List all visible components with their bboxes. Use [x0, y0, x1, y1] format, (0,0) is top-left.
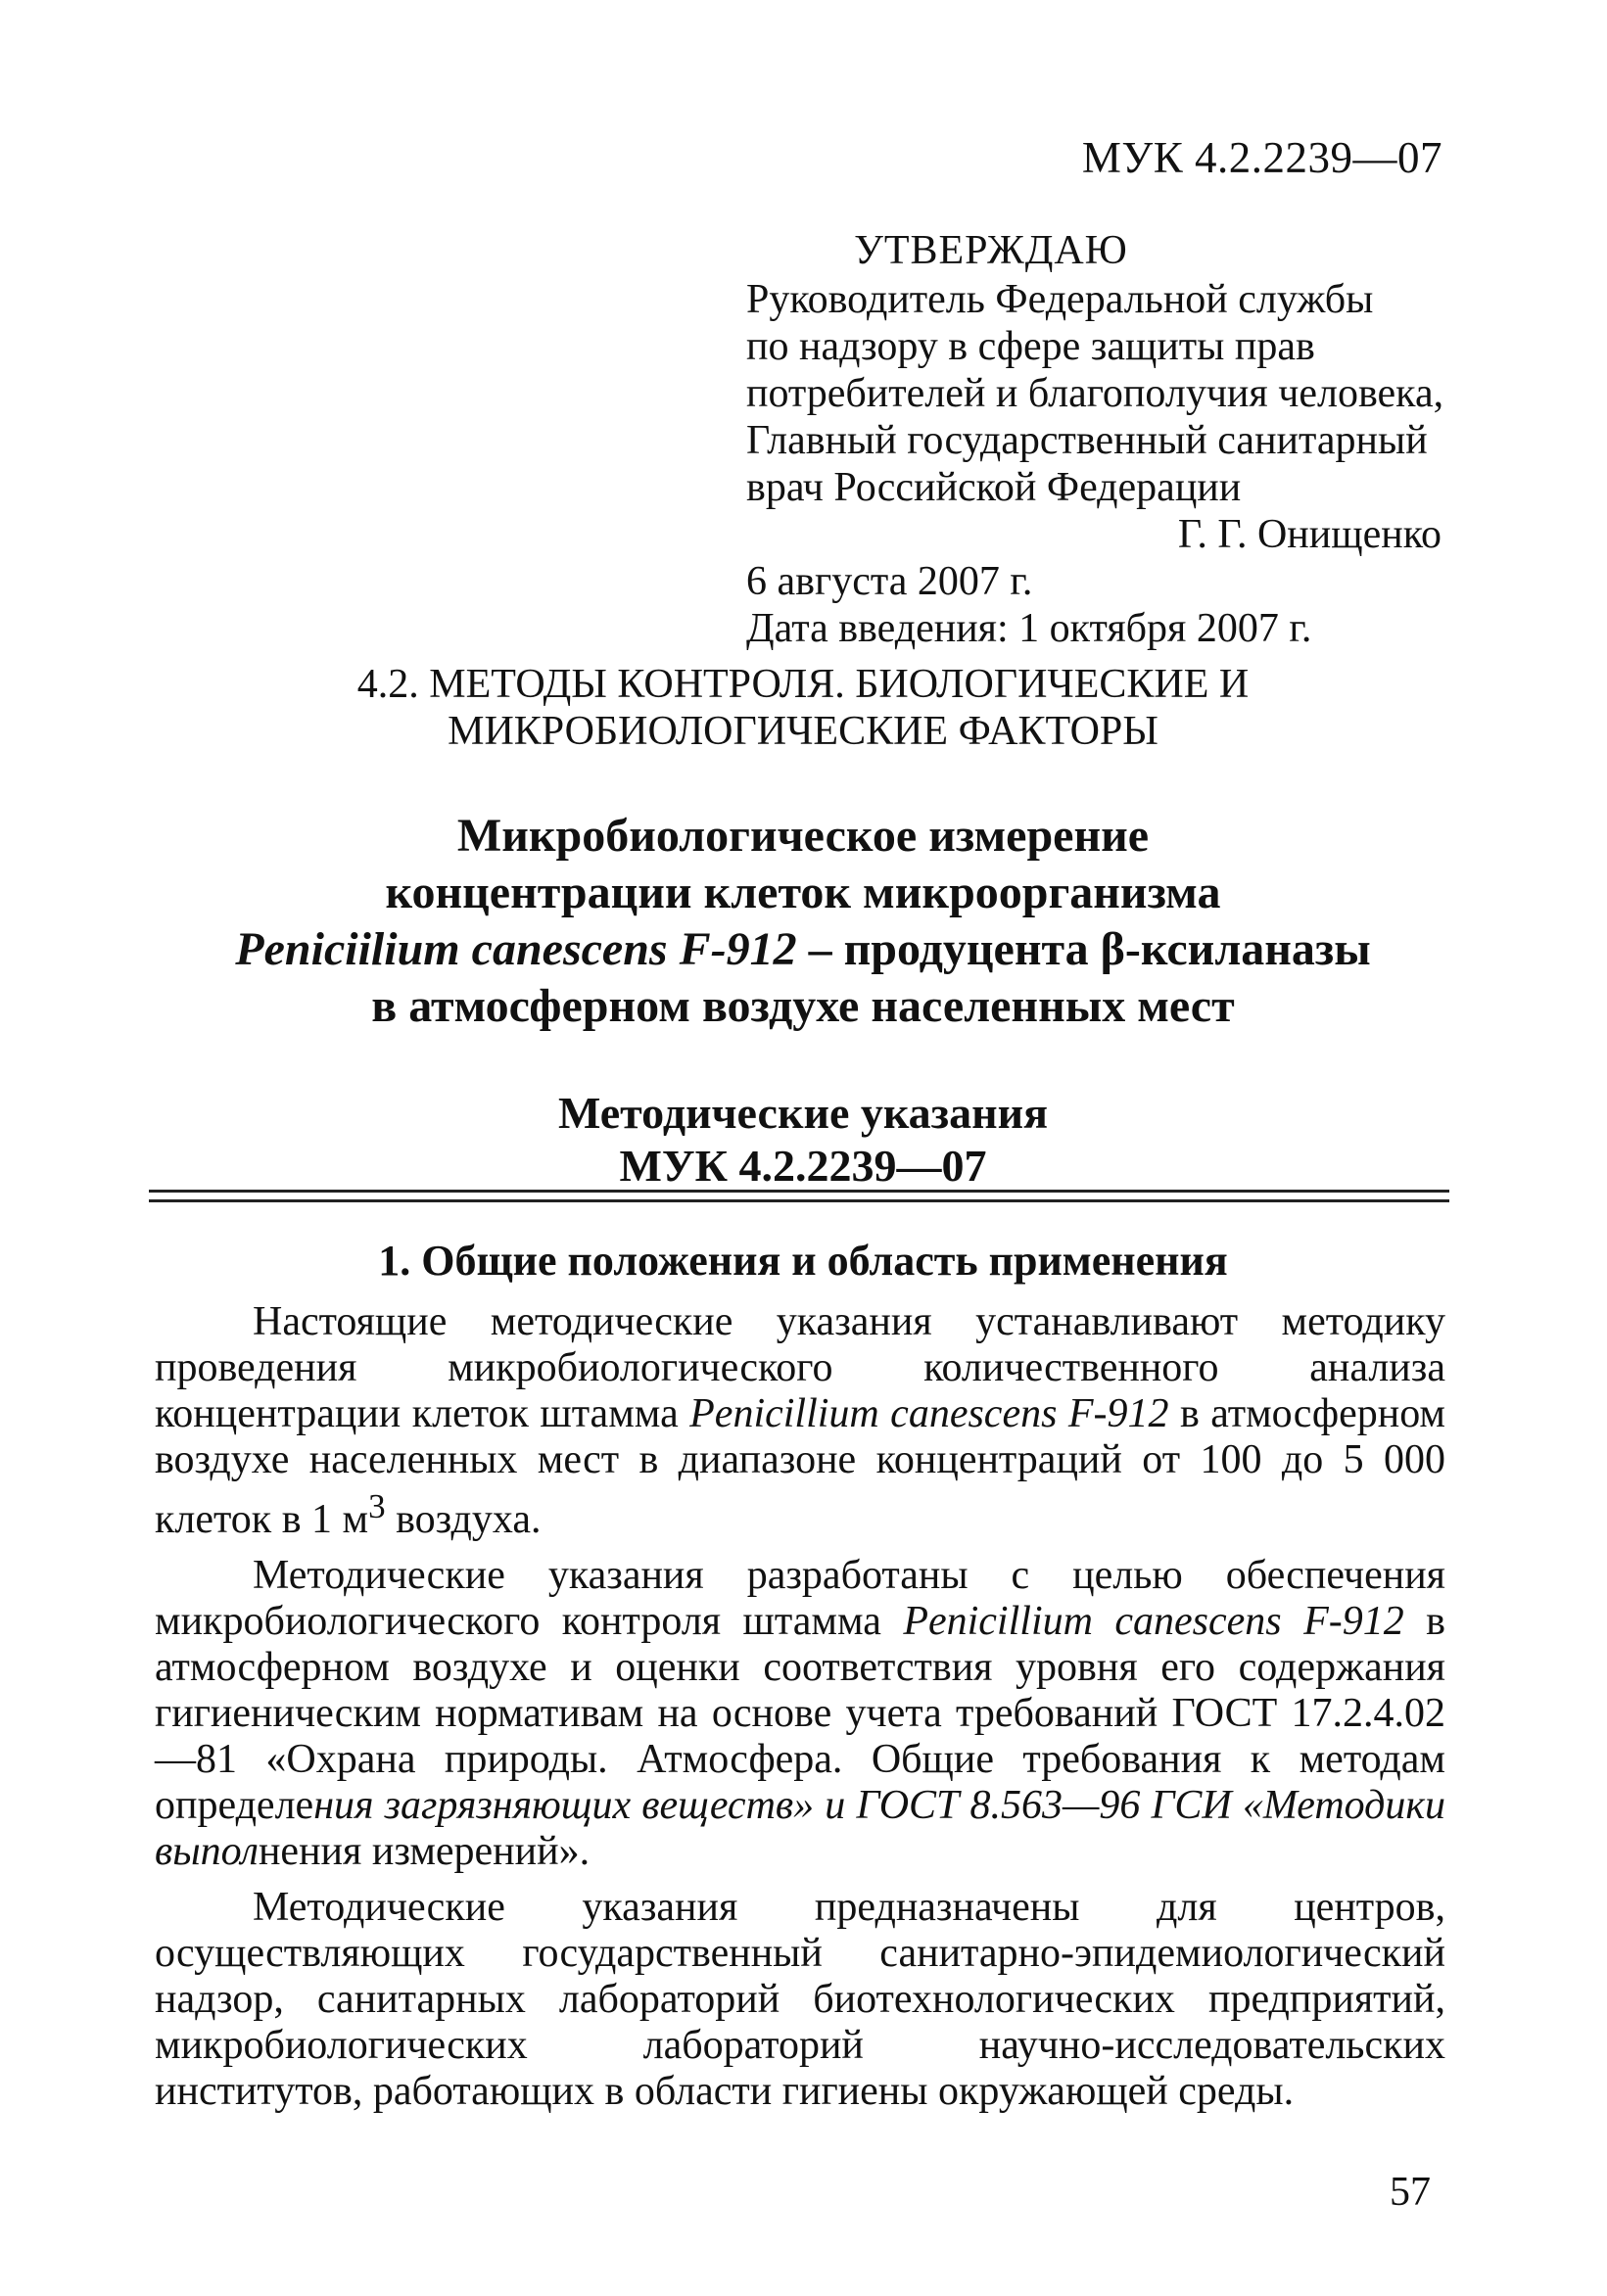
title-line-rest: – продуцента β-ксиланазы	[796, 923, 1371, 975]
title-line	[147, 921, 1459, 978]
paragraph-text: Настоящие методические указания устанавливают методику проведения микробиологического количественного анализа концентрации клеток штамма	[155, 1299, 1445, 1436]
section-heading-line: 4.2. МЕТОДЫ КОНТРОЛЯ. БИОЛОГИЧЕСКИЕ И	[356, 662, 1250, 707]
section-heading-line: МИКРОБИОЛОГИЧЕСКИЕ ФАКТОРЫ	[448, 709, 1158, 754]
paragraph-text: воздуха.	[385, 1497, 542, 1542]
approval-block	[746, 227, 1451, 652]
paragraph-text: в атмосферном воздухе и оценки соответствия уровня его содержания гигиеническим нормативам на основе учета требований ГОСТ 17.2.4.02—81 «Охрана природы. Атмосфера. Общие требования к методам определе	[155, 1599, 1445, 1828]
approval-line: Главный государственный санитарный	[746, 418, 1428, 463]
paragraph	[155, 1299, 1445, 1543]
divider-line	[149, 1199, 1449, 1202]
section-heading	[343, 661, 1263, 755]
section-1-heading: 1. Общие положения и область применения	[378, 1237, 1228, 1285]
approval-signatory: Г. Г. Онищенко	[1177, 512, 1442, 557]
approval-date: 6 августа 2007 г.	[746, 559, 1033, 604]
page-number: 57	[1390, 2170, 1431, 2215]
section-1-body	[155, 1299, 1445, 2125]
title-line: в атмосферном воздухе населенных мест	[371, 980, 1235, 1032]
approval-line: потребителей и благополучия человека,	[746, 371, 1444, 416]
document-code-header: МУК 4.2.2239—07	[1081, 133, 1442, 182]
approval-line: Руководитель Федеральной службы	[746, 277, 1374, 322]
title-species-name: Peniciilium canescens F-912	[235, 923, 797, 975]
document-title	[147, 808, 1459, 1035]
approval-line: врач Российской Федерации	[746, 465, 1242, 510]
effective-date: Дата введения: 1 октября 2007 г.	[746, 606, 1312, 651]
guidelines-heading	[147, 1087, 1459, 1193]
species-name: Penicillium canescens F-912	[903, 1599, 1404, 1644]
paragraph-italic-text: ния загрязняющих веществ» и ГОСТ 8.563—96 ГСИ «Методики выпол	[155, 1783, 1445, 1874]
guidelines-code: МУК 4.2.2239—07	[619, 1141, 987, 1191]
species-name: Penicillium canescens F-912	[689, 1391, 1169, 1436]
title-line: концентрации клеток микроорганизма	[385, 867, 1221, 918]
paragraph	[155, 1553, 1445, 1875]
approval-line: по надзору в сфере защиты прав	[746, 324, 1315, 369]
paragraph-text: Методические указания разработаны с целью обеспечения микробиологического контроля штамма	[155, 1553, 1445, 1644]
paragraph-text: в атмосферном воздухе населенных мест в диапазоне концентраций от 100 до 5 000 клеток в 1 м	[155, 1391, 1445, 1542]
title-line: Микробиологическое измерение	[456, 810, 1150, 862]
superscript: 3	[368, 1487, 386, 1525]
paragraph: Методические указания предназначены для центров, осуществляющих государственный санитарно-эпидемиологический надзор, санитарных лабораторий биотехнологических предприятий, микробиологических лабораторий научно-исследовательских институтов, работающих в области гигиены окружающей среды.	[155, 1885, 1445, 2114]
divider-line	[149, 1190, 1449, 1193]
guidelines-label: Методические указания	[557, 1088, 1049, 1138]
paragraph-text: нения измерений».	[258, 1829, 591, 1874]
approval-heading: УТВЕРЖДАЮ	[854, 228, 1128, 273]
